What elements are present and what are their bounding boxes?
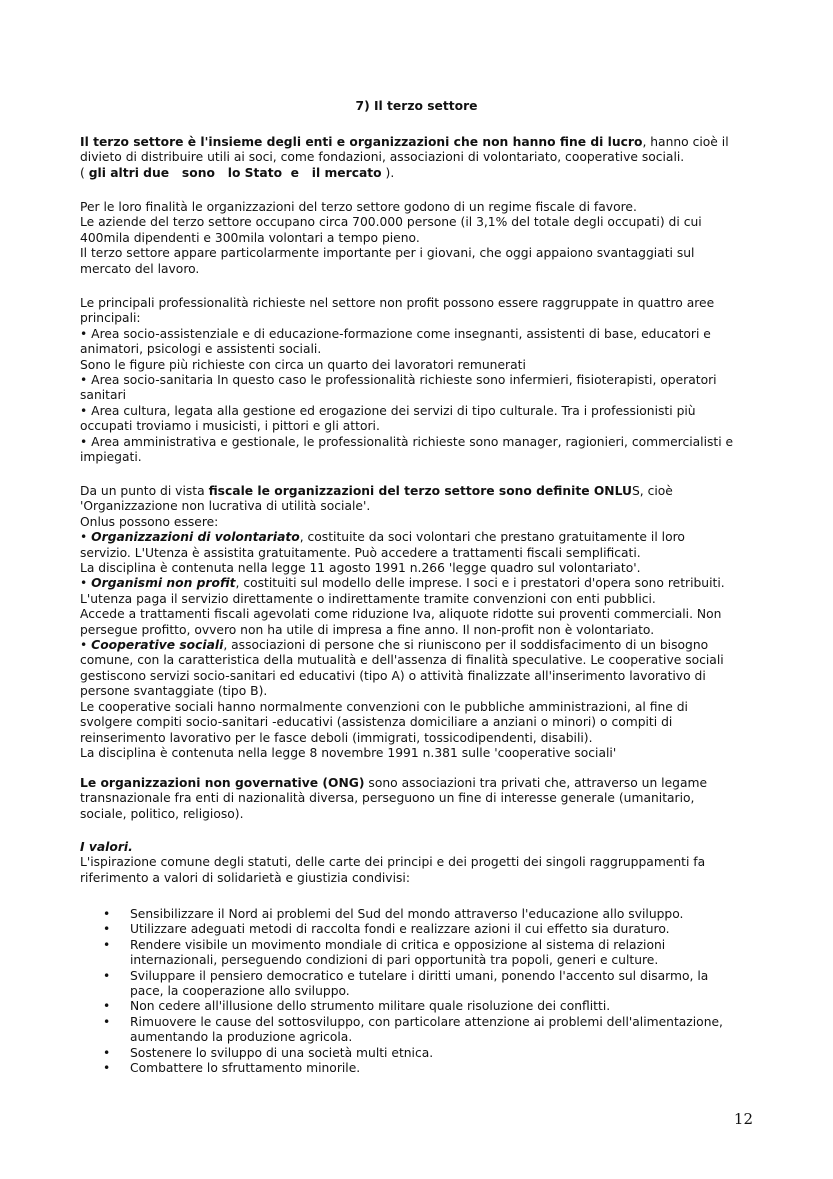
onlus-bold-text: fiscale le organizzazioni del terzo settore sono definite ONLU — [208, 484, 632, 498]
bullet: • — [103, 1045, 111, 1060]
text-line: Onlus possono essere: — [80, 514, 219, 529]
list-item — [80, 1046, 760, 1061]
intro-rest-text: , hanno cioè il — [642, 135, 729, 149]
intro-line-2: divieto di distribuire utili ai soci, come fondazioni, associazioni di volontariato, cooperative sociali. — [80, 150, 685, 165]
list-item-text: Non cedere all'illusione dello strumento militare quale risoluzione dei conflitti. — [130, 999, 611, 1014]
bullet: • — [103, 937, 111, 952]
bullet: • — [103, 968, 111, 983]
list-item-text: Rendere visibile un movimento mondiale di critica e opposizione al sistema di relazioni — [130, 937, 666, 952]
text-run: sono associazioni tra privati che, attraverso un legame — [364, 776, 708, 790]
list-item — [80, 907, 760, 922]
text-line: animatori, psicologi e assistenti sociali. — [80, 342, 322, 357]
text-line: • Area cultura, legata alla gestione ed erogazione dei servizi di tipo culturale. Tra i professionisti più — [80, 403, 696, 418]
onlus-paragraph — [80, 484, 760, 761]
section-title: 7) Il terzo settore — [355, 99, 478, 113]
text-line: • Area socio-assistenziale e di educazione-formazione come insegnanti, assistenti di base, educatori e — [80, 326, 711, 341]
list-item — [80, 1015, 760, 1046]
text-line: gestiscono servizi socio-sanitari ed educativi (tipo A) o attività finalizzate all'inserimento lavorativo di — [80, 668, 706, 683]
list-item-text: Utilizzare adeguati metodi di raccolta fondi e realizzare azioni il cui effetto sia duraturo. — [130, 922, 670, 937]
values-list — [80, 907, 760, 1076]
intro-line-3 — [80, 166, 760, 181]
cooperative-heading: Cooperative sociali — [91, 638, 224, 653]
text-line: impiegati. — [80, 450, 142, 465]
bullet: • — [103, 922, 111, 937]
text-line: comune, con la caratteristica della mutualità e dell'assenza di finalità speculative. Le cooperative sociali — [80, 653, 724, 668]
text-line: Le principali professionalità richieste nel settore non profit possono essere raggruppate in quattro aree — [80, 296, 715, 310]
text-line: transnazionale fra enti di nazionalità diversa, perseguono un fine di interesse generale (umanitario, — [80, 791, 695, 806]
list-item-text: Sviluppare il pensiero democratico e tutelare i diritti umani, ponendo l'accento sul disarmo, la — [130, 968, 709, 983]
text-line: sociale, politico, religioso). — [80, 806, 244, 821]
list-item-text: Sensibilizzare il Nord ai problemi del Sud del mondo attraverso l'educazione allo sviluppo. — [130, 907, 684, 921]
text-line: Il terzo settore appare particolarmente importante per i giovani, che oggi appaiono svantaggiati sul — [80, 246, 695, 261]
text-line: persegue profitto, ovvero non ha utile di impresa a fine anno. Il non-profit non è volontariato. — [80, 622, 655, 637]
values-heading: I valori. — [80, 840, 133, 854]
text-run: S, cioè — [631, 484, 673, 498]
bullet: • — [103, 999, 111, 1014]
text-line: svolgere compiti socio-sanitari -educativi (assistenza domiciliare a anziani o minori) o compiti di — [80, 715, 673, 730]
bullet: • — [103, 907, 111, 921]
intro-paragraph — [80, 135, 760, 181]
text-line: riferimento a valori di solidarietà e giustizia condivisi: — [80, 870, 410, 885]
ong-paragraph — [80, 776, 760, 822]
text-line: 'Organizzazione non lucrativa di utilità sociale'. — [80, 499, 371, 514]
text-line — [80, 530, 760, 545]
volontariato-heading: Organizzazioni di volontariato — [91, 530, 300, 545]
text-line: La disciplina è contenuta nella legge 8 novembre 1991 n.381 sulle 'cooperative sociali' — [80, 745, 617, 760]
text-line — [80, 776, 760, 791]
text-line: persone svantaggiate (tipo B). — [80, 684, 268, 699]
list-item — [80, 999, 760, 1014]
paren-open: ( — [80, 165, 89, 180]
text-line: La disciplina è contenuta nella legge 11 agosto 1991 n.266 'legge quadro sul volontariato'. — [80, 561, 641, 576]
text-line: sanitari — [80, 388, 126, 403]
list-item — [80, 969, 760, 1000]
intro-bold-text: Il terzo settore è l'insieme degli enti e organizzazioni che non hanno fine di lucro — [80, 135, 643, 149]
text-line: L'ispirazione comune degli statuti, delle carte dei principi e dei progetti dei singoli raggruppamenti fa — [80, 855, 706, 870]
list-item — [80, 922, 760, 937]
text-line: • Area amministrativa e gestionale, le professionalità richieste sono manager, ragionieri, commercialisti e — [80, 434, 734, 449]
bullet: • — [80, 576, 92, 591]
text-line: servizio. L'Utenza è assistita gratuitamente. Può accedere a trattamenti fiscali semplificati. — [80, 545, 641, 560]
text-line: mercato del lavoro. — [80, 261, 200, 276]
text-line: L'utenza paga il servizio direttamente o indirettamente tramite convenzioni con enti pubblici. — [80, 591, 656, 606]
page-number: 12 — [733, 1110, 753, 1128]
text-run: Da un punto di vista — [80, 484, 209, 498]
bullet: • — [80, 638, 92, 653]
text-line: Sono le figure più richieste con circa un quarto dei lavoratori remunerati — [80, 357, 526, 372]
text-run: , associazioni di persone che si riuniscono per il soddisfacimento di un bisogno — [223, 638, 709, 653]
text-line: Per le loro finalità le organizzazioni del terzo settore godono di un regime fiscale di favore. — [80, 200, 637, 214]
text-line — [80, 638, 760, 653]
list-item — [80, 1061, 760, 1076]
text-line: • Area socio-sanitaria In questo caso le professionalità richieste sono infermieri, fisioterapisti, operatori — [80, 373, 717, 388]
professions-paragraph — [80, 296, 760, 465]
list-item-text: Combattere lo sfruttamento minorile. — [130, 1061, 361, 1076]
ong-bold-text: Le organizzazioni non governative (ONG) — [80, 776, 365, 790]
text-line: Le cooperative sociali hanno normalmente convenzioni con le pubbliche amministrazioni, al fine di — [80, 699, 688, 714]
text-line — [80, 576, 760, 591]
paren-close: ). — [381, 165, 395, 180]
text-run: , costituite da soci volontari che prestano gratuitamente il loro — [299, 530, 685, 545]
text-line: Le aziende del terzo settore occupano circa 700.000 persone (il 3,1% del totale degli occupati) di cui — [80, 215, 702, 230]
list-item-text: aumentando la produzione agricola. — [130, 1030, 353, 1045]
text-line: principali: — [80, 311, 141, 326]
values-intro — [80, 840, 760, 886]
non-profit-heading: Organismi non profit — [91, 576, 236, 591]
others-two-text: gli altri due sono lo Stato e il mercato — [88, 165, 382, 180]
fiscal-paragraph — [80, 200, 760, 277]
list-item-text: Sostenere lo sviluppo di una società multi etnica. — [130, 1045, 434, 1060]
text-line — [80, 484, 760, 499]
bullet: • — [103, 1061, 111, 1076]
text-line: Accede a trattamenti fiscali agevolati come riduzione Iva, aliquote ridotte sui proventi commerciali. Non — [80, 607, 722, 622]
list-item-text: Rimuovere le cause del sottosviluppo, con particolare attenzione ai problemi dell'alimentazione, — [130, 1014, 723, 1029]
list-item — [80, 938, 760, 969]
text-line: reinserimento lavorativo per le fasce deboli (immigrati, tossicodipendenti, disabili). — [80, 730, 593, 745]
intro-line-1 — [80, 135, 760, 150]
text-run: , costituiti sul modello delle imprese. I soci e i prestatori d'opera sono retribuiti. — [235, 576, 725, 591]
bullet: • — [80, 530, 92, 545]
text-line: 400mila dipendenti e 300mila volontari a tempo pieno. — [80, 230, 420, 245]
list-item-text: pace, la cooperazione allo sviluppo. — [130, 984, 350, 999]
list-item-text: internazionali, perseguendo condizioni di pari opportunità tra popoli, generi e culture. — [130, 953, 659, 968]
text-line: occupati troviamo i musicisti, i pittori e gli attori. — [80, 419, 380, 434]
bullet: • — [103, 1014, 111, 1029]
